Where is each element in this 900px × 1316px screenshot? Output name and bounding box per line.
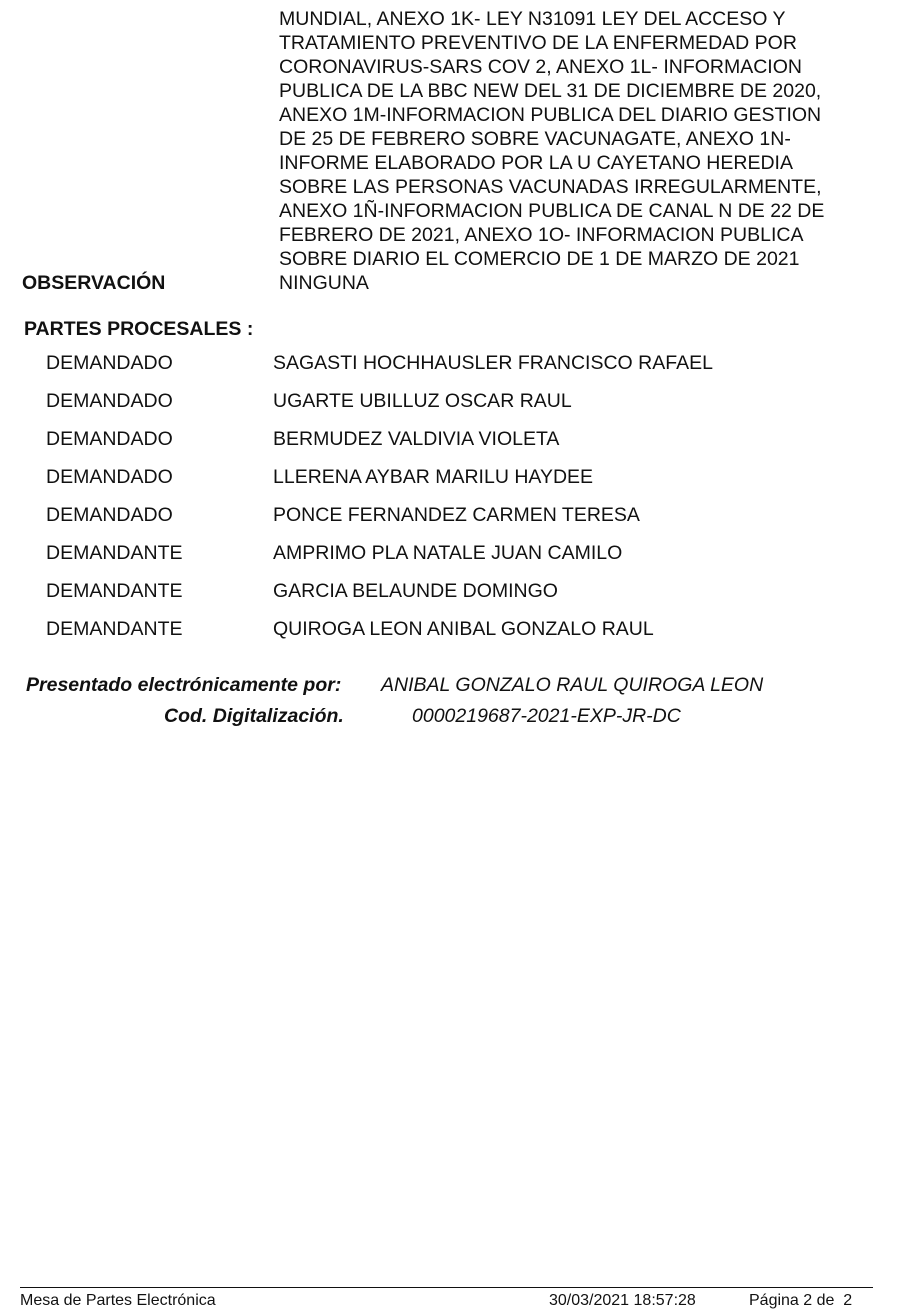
anexos-line: CORONAVIRUS-SARS COV 2, ANEXO 1L- INFORMACION	[279, 56, 802, 78]
cod-digitalizacion-value: 0000219687-2021-EXP-JR-DC	[412, 705, 681, 727]
observacion-value: NINGUNA	[279, 272, 369, 294]
partes-procesales-list	[46, 352, 713, 656]
parte-row	[46, 428, 713, 466]
partes-procesales-title: PARTES PROCESALES :	[24, 318, 254, 340]
parte-nombre: LLERENA AYBAR MARILU HAYDEE	[273, 466, 594, 488]
parte-row	[46, 580, 713, 618]
parte-nombre: PONCE FERNANDEZ CARMEN TERESA	[273, 504, 640, 526]
parte-row	[46, 352, 713, 390]
parte-rol: DEMANDADO	[46, 466, 173, 488]
anexos-line: ANEXO 1Ñ-INFORMACION PUBLICA DE CANAL N DE 22 DE	[279, 200, 825, 222]
anexos-line: MUNDIAL, ANEXO 1K- LEY N31091 LEY DEL ACCESO Y	[279, 8, 786, 30]
parte-rol: DEMANDADO	[46, 352, 173, 374]
cod-digitalizacion-label: Cod. Digitalización.	[164, 705, 344, 727]
parte-row	[46, 390, 713, 428]
parte-row	[46, 504, 713, 542]
anexos-line: PUBLICA DE LA BBC NEW DEL 31 DE DICIEMBRE DE 2020,	[279, 80, 822, 102]
observacion-label: OBSERVACIÓN	[22, 272, 166, 294]
parte-nombre: UGARTE UBILLUZ OSCAR RAUL	[273, 390, 572, 412]
parte-rol: DEMANDADO	[46, 390, 173, 412]
anexos-line: INFORME ELABORADO POR LA U CAYETANO HEREDIA	[279, 152, 793, 174]
presentado-por-value: ANIBAL GONZALO RAUL QUIROGA LEON	[381, 674, 764, 696]
parte-rol: DEMANDADO	[46, 428, 173, 450]
anexos-line: SOBRE LAS PERSONAS VACUNADAS IRREGULARMENTE,	[279, 176, 822, 198]
parte-rol: DEMANDADO	[46, 504, 173, 526]
parte-rol: DEMANDANTE	[46, 580, 183, 602]
parte-nombre: GARCIA BELAUNDE DOMINGO	[273, 580, 558, 602]
parte-row	[46, 542, 713, 580]
parte-row	[46, 466, 713, 504]
footer-divider	[20, 1287, 873, 1288]
footer-datetime: 30/03/2021 18:57:28	[549, 1292, 696, 1309]
parte-nombre: QUIROGA LEON ANIBAL GONZALO RAUL	[273, 618, 654, 640]
anexos-line: SOBRE DIARIO EL COMERCIO DE 1 DE MARZO DE 2021	[279, 248, 800, 270]
anexos-line: FEBRERO DE 2021, ANEXO 1O- INFORMACION PUBLICA	[279, 224, 804, 246]
parte-nombre: BERMUDEZ VALDIVIA VIOLETA	[273, 428, 560, 450]
parte-rol: DEMANDANTE	[46, 618, 183, 640]
presentado-por-label: Presentado electrónicamente por:	[26, 674, 342, 696]
parte-rol: DEMANDANTE	[46, 542, 183, 564]
parte-nombre: SAGASTI HOCHHAUSLER FRANCISCO RAFAEL	[273, 352, 713, 374]
anexos-line: TRATAMIENTO PREVENTIVO DE LA ENFERMEDAD POR	[279, 32, 797, 54]
footer-page-number: Página 2 de 2	[749, 1292, 853, 1309]
parte-row	[46, 618, 713, 656]
footer-source: Mesa de Partes Electrónica	[20, 1292, 216, 1309]
anexos-line: ANEXO 1M-INFORMACION PUBLICA DEL DIARIO GESTION	[279, 104, 822, 126]
anexos-text	[279, 7, 879, 271]
anexos-line: DE 25 DE FEBRERO SOBRE VACUNAGATE, ANEXO 1N-	[279, 128, 791, 150]
parte-nombre: AMPRIMO PLA NATALE JUAN CAMILO	[273, 542, 623, 564]
